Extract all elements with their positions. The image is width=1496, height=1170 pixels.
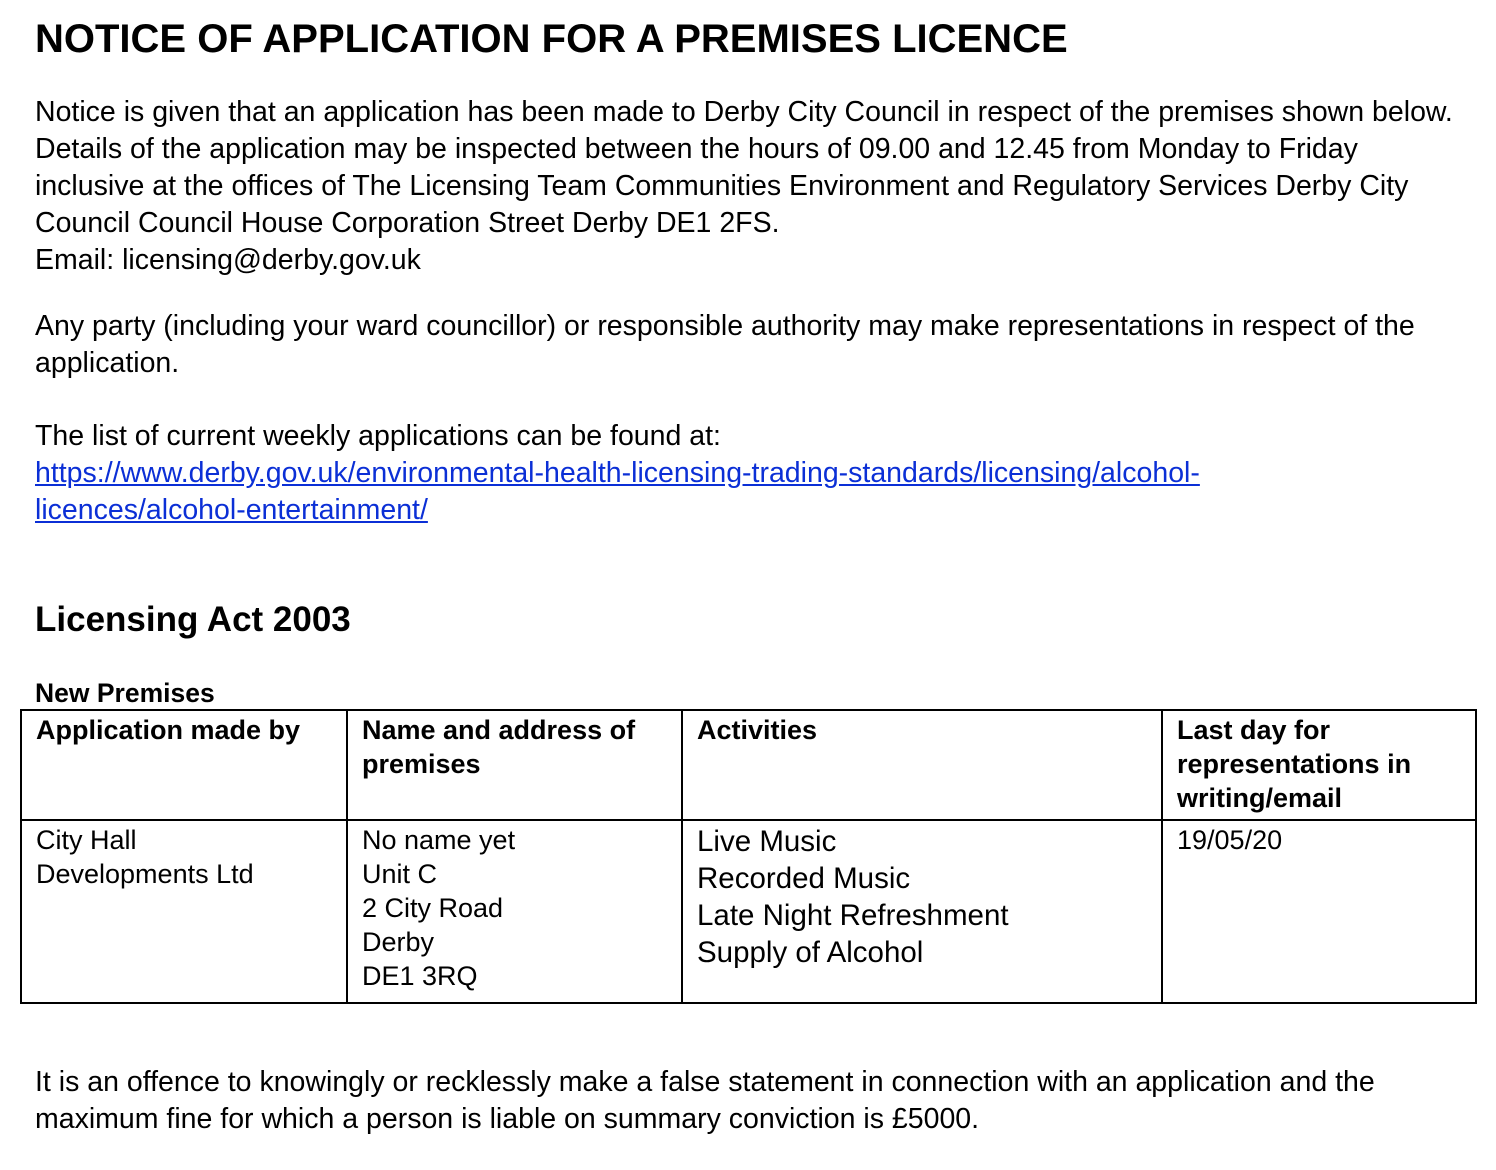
weekly-list-text: The list of current weekly applications can be found at: bbox=[35, 420, 721, 452]
premises-line: Derby bbox=[362, 927, 435, 957]
representations-paragraph: Any party (including your ward councillor) or responsible authority may make representations in respect of the application. bbox=[35, 310, 1415, 379]
activity-item: Recorded Music bbox=[697, 862, 911, 895]
header-last-day: Last day for representations in writing/email bbox=[1162, 710, 1476, 820]
activity-item: Supply of Alcohol bbox=[697, 936, 924, 969]
table-row bbox=[21, 820, 1476, 1003]
header-applicant: Application made by bbox=[21, 710, 347, 820]
premises-line: Unit C bbox=[362, 859, 438, 889]
page-title: NOTICE OF APPLICATION FOR A PREMISES LICENCE bbox=[35, 17, 1068, 61]
premises-cell bbox=[347, 820, 682, 1003]
intro-paragraph bbox=[35, 94, 1465, 279]
premises-line: DE1 3RQ bbox=[362, 961, 478, 991]
activity-item: Live Music bbox=[697, 825, 837, 858]
act-heading: Licensing Act 2003 bbox=[35, 600, 351, 639]
header-premises: Name and address of premises bbox=[347, 710, 682, 820]
weekly-list-paragraph bbox=[35, 418, 1465, 529]
intro-text: Notice is given that an application has been made to Derby City Council in respect of the premises shown below. Details of the application may be inspected between the hours of 09.00 and 12.45 from Monday to Friday inclusive at the offices of The Licensing Team Communities Environment and Regulatory Services Derby City Council Council House Corporation Street Derby DE1 2FS. bbox=[35, 96, 1453, 239]
premises-line: 2 City Road bbox=[362, 893, 504, 923]
premises-line: No name yet bbox=[362, 825, 516, 855]
table-header-row bbox=[21, 710, 1476, 820]
applicant-line: Developments Ltd bbox=[36, 859, 254, 889]
weekly-applications-link[interactable]: https://www.derby.gov.uk/environmental-health-licensing-trading-standards/licensing/alcohol- licences/alcohol-entertainment/ bbox=[35, 457, 1200, 526]
applicant-line: City Hall bbox=[36, 825, 137, 855]
section-label: New Premises bbox=[35, 678, 215, 708]
activities-cell bbox=[682, 820, 1162, 1003]
header-activities: Activities bbox=[682, 710, 1162, 820]
contact-email: Email: licensing@derby.gov.uk bbox=[35, 244, 421, 276]
activity-item: Late Night Refreshment bbox=[697, 899, 1009, 932]
last-day-cell: 19/05/20 bbox=[1162, 820, 1476, 1003]
applicant-cell bbox=[21, 820, 347, 1003]
offence-paragraph: It is an offence to knowingly or recklessly make a false statement in connection with an application and the maximum fine for which a person is liable on summary conviction is £5000. bbox=[35, 1066, 1375, 1135]
applications-table bbox=[20, 709, 1477, 1004]
